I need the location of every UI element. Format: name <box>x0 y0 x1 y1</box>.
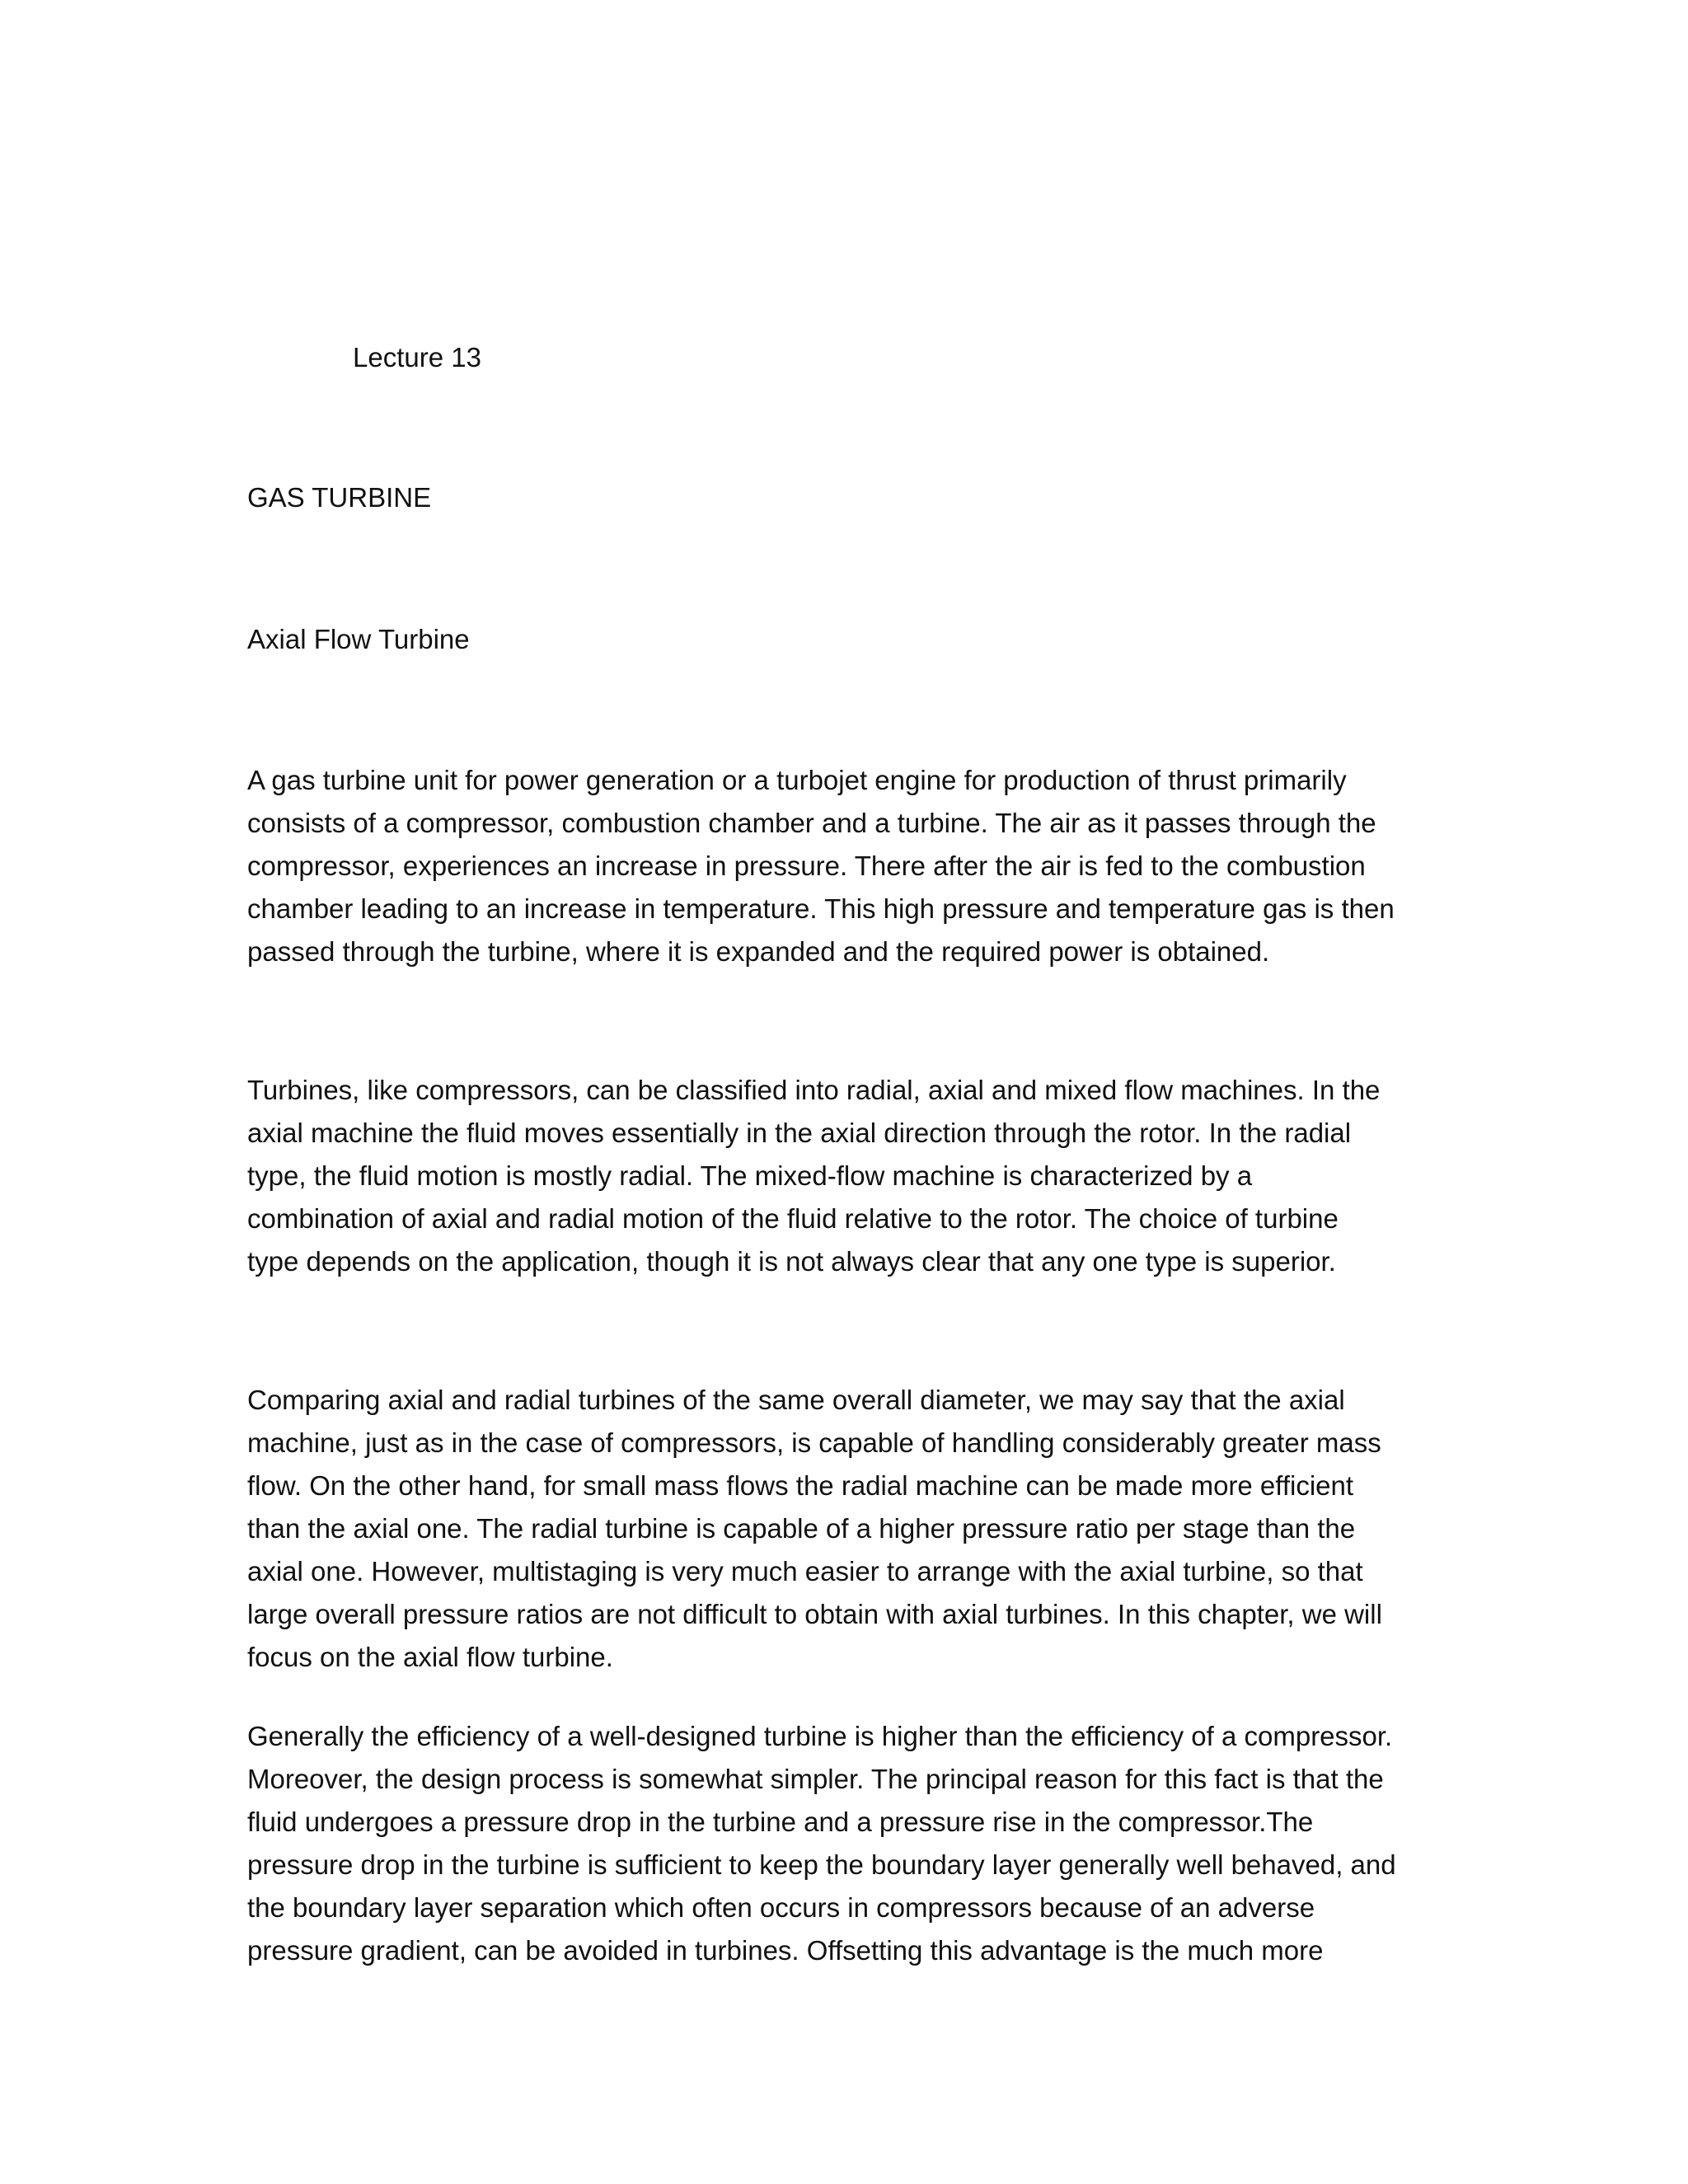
paragraph-4 <box>247 1715 1442 1972</box>
paragraph-line: fluid undergoes a pressure drop in the turbine and a pressure rise in the compressor.The <box>247 1807 1314 1837</box>
paragraph-line: Moreover, the design process is somewhat simpler. The principal reason for this fact is that the <box>247 1764 1384 1794</box>
paragraph-line: Turbines, like compressors, can be classified into radial, axial and mixed flow machines. In the <box>247 1075 1381 1105</box>
paragraph-line: Comparing axial and radial turbines of the same overall diameter, we may say that the axial <box>247 1385 1345 1415</box>
paragraph-1 <box>247 759 1442 973</box>
paragraph-line: machine, just as in the case of compressors, is capable of handling considerably greater mass <box>247 1427 1381 1458</box>
paragraph-line: passed through the turbine, where it is expanded and the required power is obtained. <box>247 936 1270 967</box>
paragraph-line: than the axial one. The radial turbine is capable of a higher pressure ratio per stage than the <box>247 1513 1356 1544</box>
paragraph-line: pressure drop in the turbine is sufficient to keep the boundary layer generally well behaved, and <box>247 1849 1396 1880</box>
paragraph-line: chamber leading to an increase in temperature. This high pressure and temperature gas is then <box>247 893 1395 924</box>
lecture-label: Lecture 13 <box>353 342 481 373</box>
paragraph-line: Generally the efficiency of a well-designed turbine is higher than the efficiency of a compressor. <box>247 1721 1393 1751</box>
paragraph-line: consists of a compressor, combustion chamber and a turbine. The air as it passes through the <box>247 808 1376 838</box>
paragraph-line: axial one. However, multistaging is very much easier to arrange with the axial turbine, so that <box>247 1556 1363 1586</box>
paragraph-2 <box>247 1069 1442 1283</box>
paragraph-line: flow. On the other hand, for small mass flows the radial machine can be made more efficient <box>247 1470 1354 1501</box>
paragraph-line: focus on the axial flow turbine. <box>247 1642 613 1672</box>
paragraph-line: combination of axial and radial motion of the fluid relative to the rotor. The choice of turbine <box>247 1203 1339 1234</box>
paragraph-line: large overall pressure ratios are not difficult to obtain with axial turbines. In this chapter, we will <box>247 1599 1382 1629</box>
subsection-title: Axial Flow Turbine <box>247 624 470 654</box>
paragraph-3 <box>247 1379 1442 1679</box>
paragraph-line: type, the fluid motion is mostly radial. The mixed-flow machine is characterized by a <box>247 1160 1253 1191</box>
paragraph-line: axial machine the fluid moves essentially in the axial direction through the rotor. In the radial <box>247 1118 1352 1148</box>
paragraph-line: compressor, experiences an increase in pressure. There after the air is fed to the combustion <box>247 851 1366 881</box>
section-title: GAS TURBINE <box>247 482 432 513</box>
paragraph-line: A gas turbine unit for power generation or a turbojet engine for production of thrust primarily <box>247 765 1347 795</box>
paragraph-line: type depends on the application, though it is not always clear that any one type is superior. <box>247 1246 1336 1277</box>
paragraph-line: the boundary layer separation which often occurs in compressors because of an adverse <box>247 1892 1315 1923</box>
paragraph-line: pressure gradient, can be avoided in turbines. Offsetting this advantage is the much more <box>247 1935 1324 1966</box>
